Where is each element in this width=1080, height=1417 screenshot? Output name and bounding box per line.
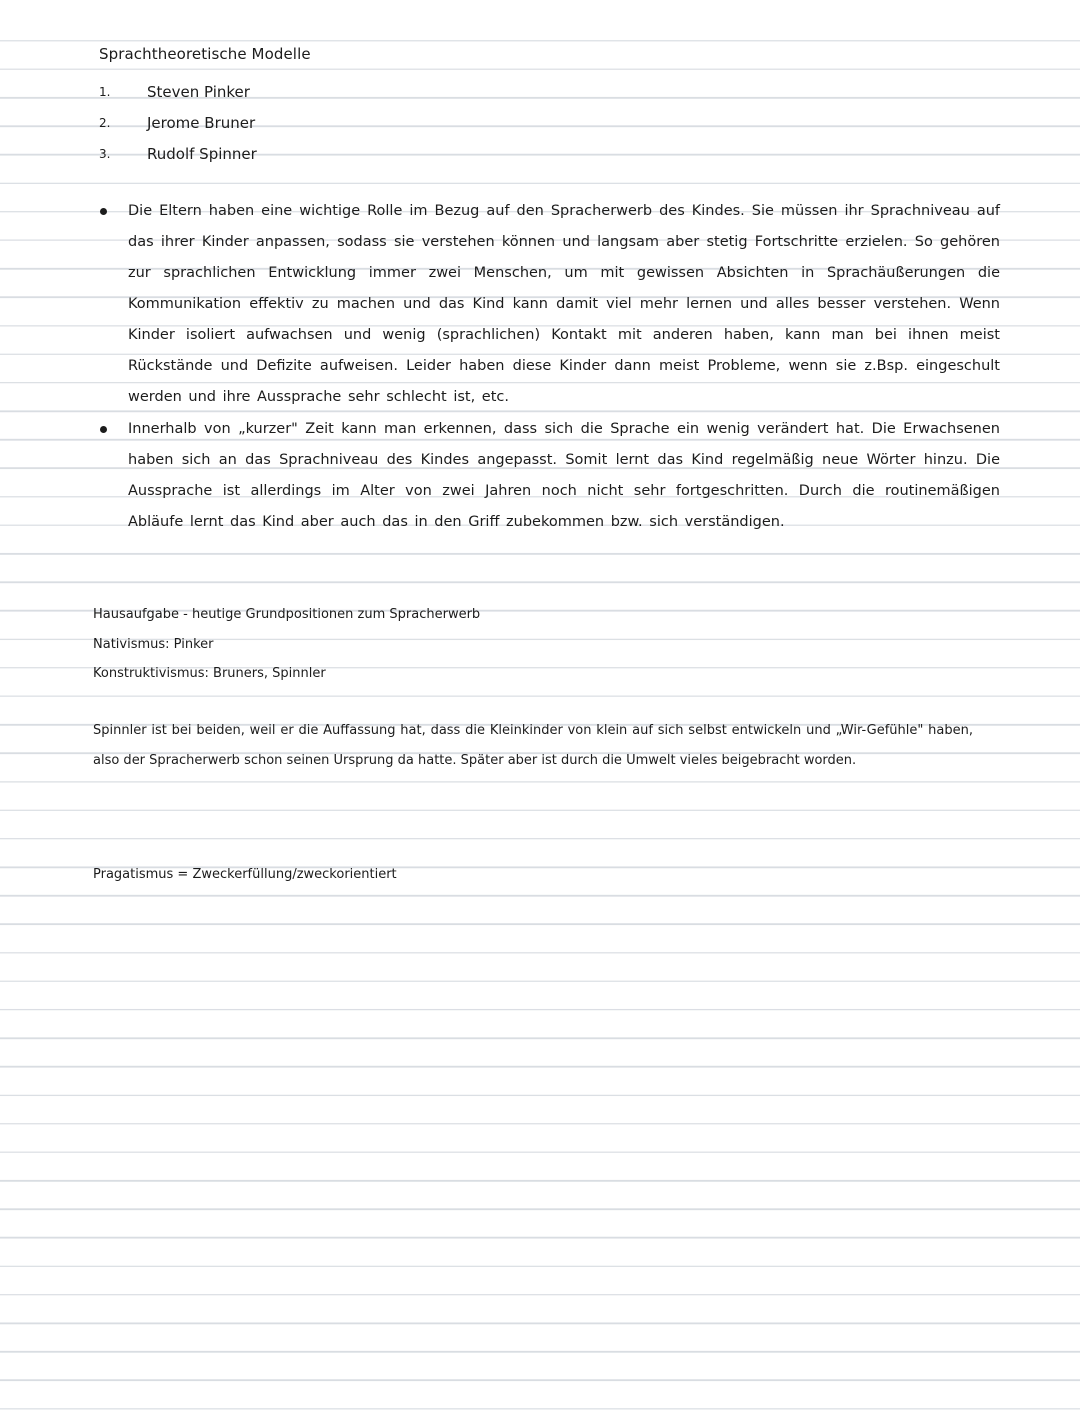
list-item-name: Rudolf Spinner — [147, 144, 257, 163]
spinnler-note: Spinnler ist bei beiden, weil er die Auffassung hat, dass die Kleinkinder von klein auf sich selbst entwickeln und „Wir-Gefühle" haben, also der Spracherwerb schon seinen Ursprung da hatte. Später aber ist durch die Umwelt vieles beigebracht worden. — [93, 723, 973, 768]
bullet-icon — [100, 426, 107, 433]
page-title: Sprachtheoretische Modelle — [99, 45, 311, 63]
homework-title: Hausaufgabe - heutige Grundpositionen zum Spracherwerb — [93, 607, 481, 622]
list-number: 2. — [99, 115, 111, 130]
pragmatism-definition: Pragatismus = Zweckerfüllung/zweckorientiert — [93, 867, 397, 882]
bullet-paragraph-short-time — [100, 414, 1000, 538]
list-item — [99, 76, 257, 107]
list-number: 1. — [99, 84, 111, 99]
bullet-text: Die Eltern haben eine wichtige Rolle im Bezug auf den Spracherwerb des Kindes. Sie müssen ihr Sprachniveau auf das ihrer Kinder anpassen, sodass sie verstehen können und langsam aber stetig Fortschritte erzielen. So gehören zur sprachlichen Entwicklung immer zwei Menschen, um mit gewissen Absichten in Sprachäußerungen die Kommunikation effektiv zu machen und das Kind kann damit viel mehr lernen und alles besser verstehen. Wenn Kinder isoliert aufwachsen und wenig (sprachlichen) Kontakt mit anderen haben, kann man bei ihnen meist Rückstände und Defizite aufweisen. Leider haben diese Kinder dann meist Probleme, wenn sie z.Bsp. eingeschult werden und ihre Aussprache sehr schlecht ist, etc. — [128, 203, 1000, 405]
bullet-icon — [100, 208, 107, 215]
list-item-name: Steven Pinker — [147, 82, 250, 101]
models-list — [99, 76, 257, 169]
list-number: 3. — [99, 146, 111, 161]
list-item-name: Jerome Bruner — [147, 113, 256, 132]
bullet-text: Innerhalb von „kurzer" Zeit kann man erkennen, dass sich die Sprache ein wenig verändert hat. Die Erwachsenen haben sich an das Sprachniveau des Kindes angepasst. Somit lernt das Kind regelmäßig neue Wörter hinzu. Die Aussprache ist allerdings im Alter von zwei Jahren noch nicht sehr fortgeschritten. Durch die routinemäßigen Abläufe lernt das Kind aber auch das in den Griff zubekommen bzw. sich verständigen. — [128, 421, 1000, 530]
list-item — [99, 107, 257, 138]
bullet-paragraph-parents — [100, 196, 1000, 413]
homework-section — [93, 600, 480, 689]
homework-constructivism: Konstruktivismus: Bruners, Spinnler — [93, 666, 326, 681]
homework-nativism: Nativismus: Pinker — [93, 636, 214, 652]
list-item — [99, 138, 257, 169]
